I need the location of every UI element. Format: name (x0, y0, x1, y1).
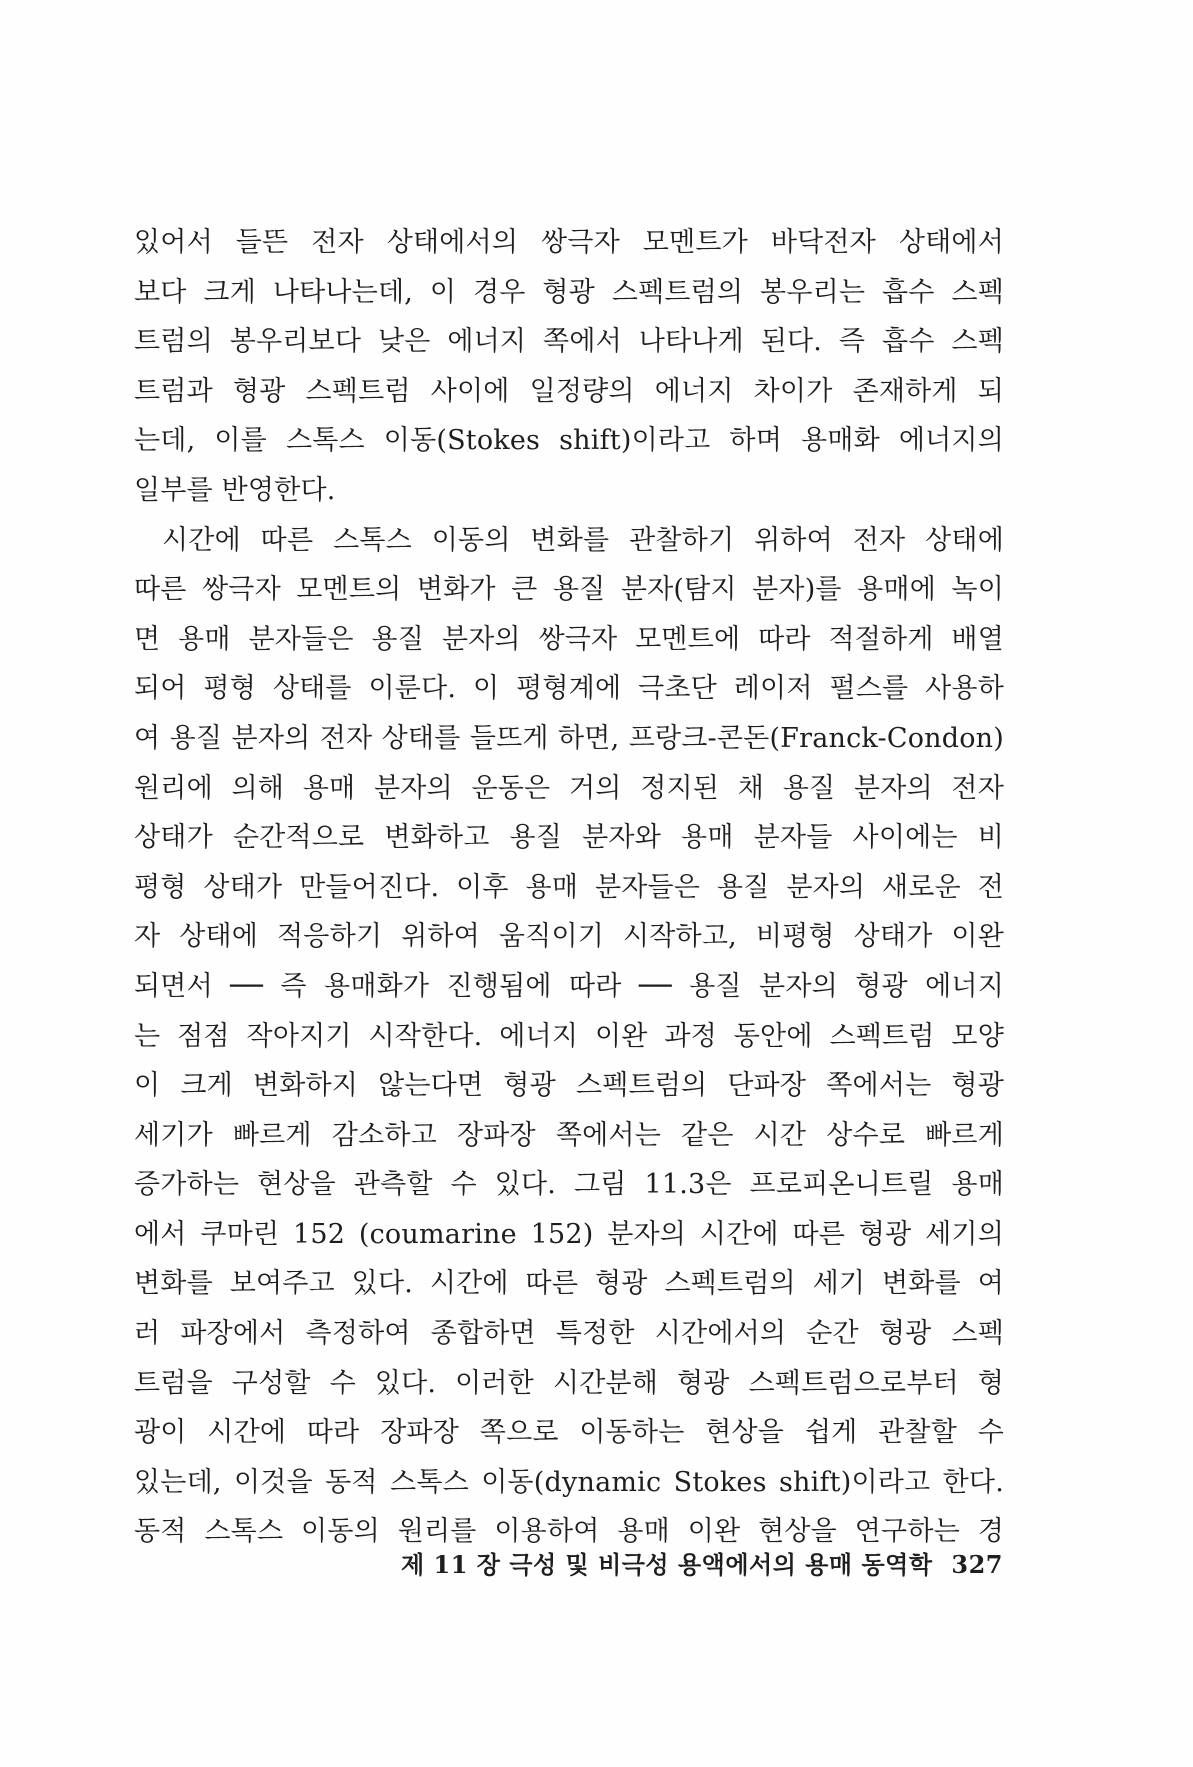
text-line: 는 점점 작아지기 시작한다. 에너지 이완 과정 동안에 스펙트럼 모양 (134, 1020, 1004, 1052)
text-line: 동적 스톡스 이동의 원리를 이용하여 용매 이완 현상을 연구하는 경 (134, 1516, 1004, 1548)
text-line: 이 크게 변화하지 않는다면 형광 스펙트럼의 단파장 쪽에서는 형광 (134, 1070, 1004, 1102)
text-line: 보다 크게 나타나는데, 이 경우 형광 스펙트럼의 봉우리는 흡수 스펙 (134, 276, 1004, 308)
text-line: 러 파장에서 측정하여 종합하면 특정한 시간에서의 순간 형광 스펙 (134, 1318, 1004, 1350)
page-footer (391, 1545, 1003, 1580)
text-line: 에서 쿠마린 152 (coumarine 152) 분자의 시간에 따른 형광 세기의 (134, 1218, 1004, 1250)
text-line: 시간에 따른 스톡스 이동의 변화를 관찰하기 위하여 전자 상태에 (162, 524, 1004, 556)
text-line: 증가하는 현상을 관측할 수 있다. 그림 11.3은 프로피온니트릴 용매 (134, 1169, 1004, 1201)
text-line: 원리에 의해 용매 분자의 운동은 거의 정지된 채 용질 분자의 전자 (134, 772, 1004, 804)
body-text (134, 218, 1004, 1557)
chapter-title: 제 11 장 극성 및 비극성 용액에서의 용매 동역학 (400, 1550, 933, 1579)
text-line: 변화를 보여주고 있다. 시간에 따른 형광 스펙트럼의 세기 변화를 여 (134, 1268, 1004, 1300)
text-line: 평형 상태가 만들어진다. 이후 용매 분자들은 용질 분자의 새로운 전 (134, 871, 1004, 903)
text-line: 세기가 빠르게 감소하고 장파장 쪽에서는 같은 시간 상수로 빠르게 (134, 1119, 1004, 1151)
text-line: 트럼의 봉우리보다 낮은 에너지 쪽에서 나타나게 된다. 즉 흡수 스펙 (134, 326, 1004, 358)
text-line: 면 용매 분자들은 용질 분자의 쌍극자 모멘트에 따라 적절하게 배열 (134, 623, 1004, 655)
text-line: 트럼을 구성할 수 있다. 이러한 시간분해 형광 스펙트럼으로부터 형 (134, 1367, 1004, 1399)
text-line: 는데, 이를 스톡스 이동(Stokes shift)이라고 하며 용매화 에너지의 (134, 425, 1004, 457)
text-line: 트럼과 형광 스펙트럼 사이에 일정량의 에너지 차이가 존재하게 되 (134, 375, 1004, 407)
text-line: 자 상태에 적응하기 위하여 움직이기 시작하고, 비평형 상태가 이완 (134, 921, 1004, 953)
text-line: 따른 쌍극자 모멘트의 변화가 큰 용질 분자(탐지 분자)를 용매에 녹이 (134, 574, 1004, 606)
text-line: 되어 평형 상태를 이룬다. 이 평형계에 극초단 레이저 펄스를 사용하 (134, 673, 1004, 705)
text-line: 되면서 ── 즉 용매화가 진행됨에 따라 ── 용질 분자의 형광 에너지 (134, 970, 1004, 1002)
text-line: 광이 시간에 따라 장파장 쪽으로 이동하는 현상을 쉽게 관찰할 수 (134, 1417, 1004, 1449)
page-number: 327 (951, 1550, 1003, 1579)
text-line: 일부를 반영한다. (134, 474, 336, 506)
text-line: 상태가 순간적으로 변화하고 용질 분자와 용매 분자들 사이에는 비 (134, 822, 1004, 854)
text-line: 있는데, 이것을 동적 스톡스 이동(dynamic Stokes shift)이라고 한다. (134, 1466, 1004, 1498)
text-line: 여 용질 분자의 전자 상태를 들뜨게 하면, 프랑크-콘돈(Franck-Condon) (134, 722, 1004, 754)
text-line: 있어서 들뜬 전자 상태에서의 쌍극자 모멘트가 바닥전자 상태에서 (134, 227, 1004, 258)
